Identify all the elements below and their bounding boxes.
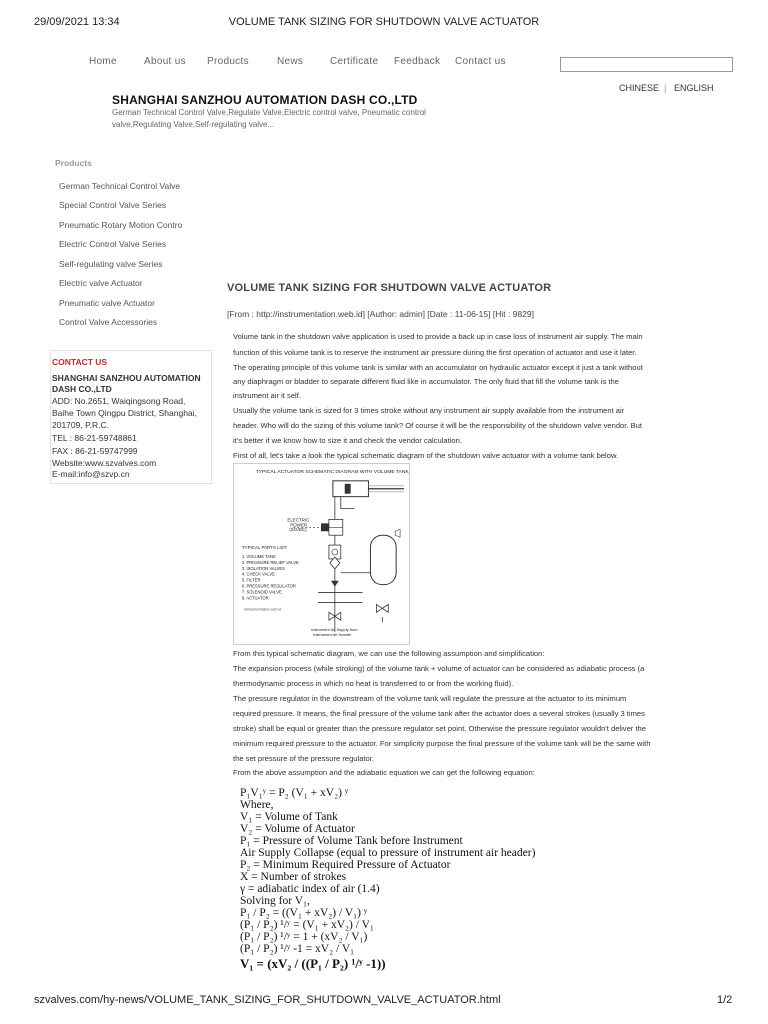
- article-title: VOLUME TANK SIZING FOR SHUTDOWN VALVE ACTUATOR: [227, 282, 552, 294]
- article-line: instrument air it self.: [233, 391, 301, 400]
- contact-address: ADD: No.2651, Waiqingsong Road,: [52, 396, 186, 406]
- nav-certificate[interactable]: Certificate: [330, 56, 379, 67]
- equation-line: Solving for V₁,: [240, 895, 310, 907]
- print-url: szvalves.com/hy-news/VOLUME_TANK_SIZING_FOR_SHUTDOWN_VALVE_ACTUATOR.html: [34, 994, 501, 1006]
- power-label: ELECTRIC: [287, 517, 310, 523]
- parts-item: 3. ISOLATION VALVES: [241, 565, 285, 571]
- article-line: First of all, let's take a look the typical schematic diagram of the shutdown valve actuator with a volume tank below.: [233, 451, 619, 460]
- article-line: The operating principle of this volume tank is similar with an accumulator on hydraulic actuator except it just a tank without: [233, 363, 643, 372]
- lang-chinese[interactable]: CHINESE: [619, 83, 660, 93]
- equation-line: (P₁ / P₂) ¹/ʸ -1 = xV₂ / V₁: [240, 943, 355, 955]
- equation-line: V₂ = Volume of Actuator: [240, 823, 355, 835]
- sidebar-item-german-technical[interactable]: German Technical Control Valve: [59, 181, 181, 191]
- article-line: The expansion process (while stroking) of the volume tank + volume of actuator can be considered as adiabatic process (a: [233, 664, 645, 673]
- parts-item: 8. ACTUATOR: [241, 595, 269, 601]
- actuator-piston: [345, 484, 351, 494]
- article-line: Usually the volume tank is sized for 3 times stroke without any instrument air supply available from the instrument air: [233, 406, 625, 415]
- parts-item: 1. VOLUME TANK: [241, 553, 276, 559]
- power-label: (24VDC): [289, 527, 307, 533]
- equation-line: P₁ / P₂ = ((V₁ + xV₂) / V₁) ʸ: [240, 907, 368, 919]
- sidebar-item-self-regulating[interactable]: Self-regulating valve Series: [59, 259, 163, 269]
- equation-line: γ = adiabatic index of air (1.4): [240, 883, 380, 895]
- contact-tel: TEL : 86-21-59748861: [52, 433, 137, 443]
- company-tagline: [112, 107, 462, 131]
- search-input[interactable]: [560, 57, 733, 72]
- supply-label: Instrument Air Supply from: [311, 627, 358, 633]
- relief-valve: [395, 529, 400, 537]
- nav-home[interactable]: Home: [89, 56, 117, 67]
- nav-products[interactable]: Products: [207, 56, 249, 67]
- equation-result: V₁ = (xV₂ / ((P₁ / P₂) ¹/ʸ -1)): [240, 956, 386, 971]
- contact-company: DASH CO.,LTD: [52, 384, 112, 394]
- nav-news[interactable]: News: [277, 56, 304, 67]
- supply-label: Instrument Air Header: [313, 632, 352, 638]
- article-meta: [From : http://instrumentation.web.id] [Author: admin] [Date : 11-06-15] [Hit : 9829]: [227, 309, 534, 319]
- contact-website-link[interactable]: Website:www.szvalves.com: [52, 458, 157, 468]
- article-line: minimum required pressure to the actuator. For simplicity purpose the final pressure of the volume tank will be the same with: [233, 739, 651, 748]
- print-title: VOLUME TANK SIZING FOR SHUTDOWN VALVE ACTUATOR: [228, 16, 540, 28]
- isolation-valve: [376, 604, 388, 612]
- sidebar-item-accessories[interactable]: Control Valve Accessories: [59, 317, 158, 327]
- equation-line: Where,: [240, 799, 274, 811]
- tagline-line: German Technical Control Valve,Regulate Valve,Electric control valve, Pneumatic control: [112, 108, 426, 117]
- print-date: 29/09/2021 13:34: [34, 16, 120, 28]
- nav-about-us[interactable]: About us: [144, 56, 186, 67]
- sidebar-item-pneumatic-rotary[interactable]: Pneumatic Rotary Motion Contro: [59, 220, 183, 230]
- lang-separator: |: [664, 83, 667, 93]
- contact-email-link[interactable]: E-mail:info@szvp.cn: [52, 469, 130, 479]
- article-line: required pressure. It means, the final pressure of the volume tank after the actuator does a several strokes (usually 3 times: [233, 709, 645, 718]
- article-line: header. Who will do the sizing of this volume tank? Of course it will be the responsibility of the shutdown valve vendor. But: [233, 421, 643, 430]
- diagram-title: TYPICAL ACTUATOR SCHEMATIC DIAGRAM WITH VOLUME TANK: [255, 469, 409, 475]
- article-line: the set pressure of the pressure regulator.: [233, 754, 374, 763]
- equation-line: P₁V₁ʸ = P₂ (V₁ + xV₂) ʸ: [240, 787, 349, 799]
- contact-company: SHANGHAI SANZHOU AUTOMATION: [52, 373, 201, 383]
- schematic-diagram: [233, 463, 410, 645]
- diagram-site: instrumentation.web.id: [243, 607, 282, 612]
- sidebar-item-pneumatic-actuator[interactable]: Pneumatic valve Actuator: [59, 298, 155, 308]
- parts-item: 5. FILTER: [241, 577, 261, 583]
- contact-fax: FAX : 86-21-59747999: [52, 446, 138, 456]
- power-label: POWER: [290, 522, 308, 528]
- company-name: SHANGHAI SANZHOU AUTOMATION DASH CO.,LTD: [112, 93, 418, 107]
- article-line: stroke) shall be equal or greater than the pressure regulator set point. Otherwise the pressure regulator wouldn't deliver the: [233, 724, 647, 733]
- check-valve: [331, 581, 339, 587]
- nav-feedback[interactable]: Feedback: [394, 56, 441, 67]
- equation-line: P₂ = Minimum Required Pressure of Actuator: [240, 859, 451, 871]
- tagline-line: valve,Regulating Valve,Self-regulating valve...: [112, 120, 275, 129]
- equation-line: P₁ = Pressure of Volume Tank before Instrument: [240, 835, 463, 847]
- equation-line: Air Supply Collapse (equal to pressure of instrument air header): [240, 847, 536, 859]
- parts-item: 7. SOLENOID VALVE: [241, 589, 282, 595]
- sidebar-item-special-control[interactable]: Special Control Valve Series: [59, 200, 167, 210]
- parts-item: 6. PRESSURE REGULATOR: [241, 583, 296, 589]
- parts-heading: TYPICAL PARTS LIST:: [241, 545, 288, 551]
- lang-english[interactable]: ENGLISH: [674, 83, 714, 93]
- equation-line: X = Number of strokes: [240, 871, 347, 883]
- article-line: From this typical schematic diagram, we can use the following assumption and simplification:: [233, 649, 545, 658]
- sidebar-item-electric-actuator[interactable]: Electric valve Actuator: [59, 278, 143, 288]
- pipe: [335, 497, 355, 522]
- sidebar-heading: Products: [55, 158, 92, 168]
- nav-contact-us[interactable]: Contact us: [455, 56, 506, 67]
- article-line: thermodynamic process in which no heat is transferred to or from the working fluid).: [233, 679, 514, 688]
- article-line: From the above assumption and the adiabatic equation we can get the following equation:: [233, 768, 535, 777]
- parts-item: 4. CHECK VALVE: [241, 571, 275, 577]
- solenoid-coil: [321, 523, 329, 531]
- article-line: it's better if we know how to size it and check the vendor calculation.: [233, 436, 462, 445]
- parts-item: 2. PRESSURE RELIEF VALVE: [241, 559, 299, 565]
- contact-address: 201709, P.R.C.: [52, 420, 110, 430]
- contact-heading: CONTACT US: [52, 357, 108, 367]
- volume-tank: [370, 535, 396, 584]
- equation-line: V₁ = Volume of Tank: [240, 811, 338, 823]
- equation-line: (P₁ / P₂) ¹/ʸ = 1 + (xV₂ / V₁): [240, 931, 368, 943]
- article-line: The pressure regulator in the downstream of the volume tank will regulate the pressure at the actuator to its minimum: [233, 694, 627, 703]
- sidebar-item-electric-control[interactable]: Electric Control Valve Series: [59, 239, 167, 249]
- article-line: Volume tank in the shutdown valve application is used to provide a back up in case loss of instrument air supply. The main: [233, 332, 643, 341]
- print-page-number: 1/2: [717, 994, 733, 1006]
- equation-line: (P₁ / P₂) ¹/ʸ = (V₁ + xV₂) / V₁: [240, 919, 374, 931]
- contact-address: Baihe Town Qingpu District, Shanghai,: [52, 408, 197, 418]
- article-line: any diaphragm or bladder to separate different fluid like in accumulator. The only fluid that fill the volume tank is the: [233, 377, 619, 386]
- article-line: function of this volume tank is to reserve the instrument air pressure during the first operation of actuator and use it later.: [233, 348, 637, 357]
